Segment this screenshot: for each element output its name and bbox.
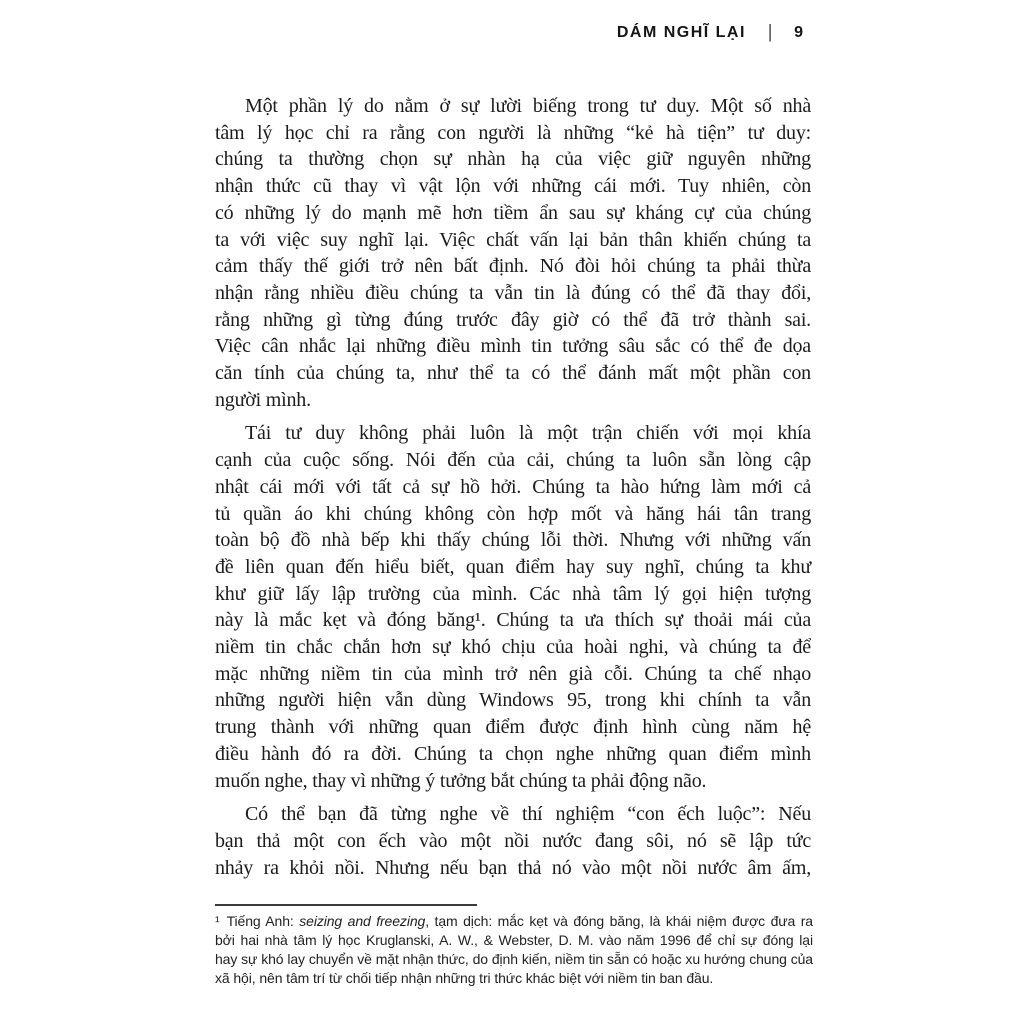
text-line: nhận thức cũ thay vì vật lộn với những cái mới. Tuy nhiên, còn: [215, 175, 811, 198]
text-line: chúng ta thường chọn sự nhàn hạ của việc giữ nguyên những: [215, 148, 811, 171]
text-line: nhảy ra khỏi nồi. Nhưng nếu bạn thả nó vào một nồi nước âm ấm,: [215, 856, 811, 879]
footnote-line: xã hội, nên tâm trí từ chối tiếp nhận những tri thức khác biệt với niềm tin ban đầu.: [215, 970, 714, 986]
footnote-text: Tiếng Anh:: [226, 913, 300, 929]
footnote: [215, 912, 813, 988]
text-line: Việc cân nhắc lại những điều mình tin tưởng sâu sắc có thể đe dọa: [215, 335, 811, 358]
text-line: tâm lý học chỉ ra rằng con người là những “kẻ hà tiện” tư duy:: [215, 121, 811, 144]
footnote-text: , tạm dịch: mắc kẹt và đóng băng, là khái niệm được đưa ra: [425, 913, 813, 929]
text-line: khư giữ lấy lập trường của mình. Các nhà tâm lý gọi hiện tượng: [215, 582, 811, 605]
text-line: đề liên quan đến hiểu biết, quan điểm hay suy nghĩ, chúng ta khư: [215, 555, 811, 578]
text-line: Một phần lý do nằm ở sự lười biếng trong tư duy. Một số nhà: [245, 95, 811, 117]
footnote-divider-rule: [215, 904, 477, 906]
paragraph-3: [215, 801, 811, 881]
text-line: điều hành đó ra đời. Chúng ta chọn nghe những quan điểm mình: [215, 742, 811, 765]
book-title: DÁM NGHĨ LẠI: [616, 24, 746, 41]
text-line: nhật cái mới với tất cả sự hồ hởi. Chúng ta hào hứng làm mới cả: [215, 475, 811, 498]
text-line: muốn nghe, thay vì những ý tưởng bắt chúng ta phải động não.: [215, 769, 707, 792]
text-line: nhận rằng nhiều điều chúng ta vẫn tin là đúng có thể đã thay đổi,: [215, 281, 811, 304]
text-line: căn tính của chúng ta, như thể ta có thể đánh mất một phần con: [215, 362, 811, 385]
footnote-line: bởi hai nhà tâm lý học Kruglanski, A. W., & Webster, D. M. vào năm 1996 để chỉ sự đóng lại: [215, 932, 813, 948]
paragraph-2: [215, 420, 811, 794]
page-number: 9: [794, 24, 803, 41]
header-separator: |: [767, 22, 773, 43]
text-line: bạn thả một con ếch vào một nồi nước đang sôi, nó sẽ lập tức: [215, 829, 811, 852]
body-text: [215, 93, 811, 881]
text-line: toàn bộ đồ nhà bếp khi thấy chúng lỗi thời. Nhưng với những vấn: [215, 529, 811, 552]
text-line: niềm tin chắc chắn hơn sự khó chịu của hoài nghi, và chúng ta để: [215, 636, 811, 659]
text-line: cảm thấy thế giới trở nên bất định. Nó đòi hỏi chúng ta phải thừa: [215, 255, 811, 278]
text-line: tủ quần áo khi chúng không còn hợp mốt và hăng hái tân trang: [215, 502, 811, 525]
text-line: mặc những niềm tin của mình trở nên già cỗi. Chúng ta chế nhạo: [215, 662, 811, 685]
footnote-line: hay sự khó lay chuyển về mặt nhận thức, do định kiến, niềm tin sẵn có hoặc xu hướng chung của: [215, 951, 813, 967]
text-line: cạnh của cuộc sống. Nói đến của cải, chúng ta luôn sẵn lòng cập: [215, 449, 811, 472]
text-line: có những lý do mạnh mẽ hơn tiềm ẩn sau sự kháng cự của chúng: [215, 201, 811, 224]
footnote-marker: ¹: [215, 913, 220, 929]
paragraph-1: [215, 93, 811, 413]
footnote-line: [215, 912, 813, 931]
text-line: ta với việc suy nghĩ lại. Việc chất vấn lại bản thân khiến chúng ta: [215, 228, 811, 251]
running-header: [215, 24, 803, 42]
text-line: người mình.: [215, 388, 311, 411]
text-line: này là mắc kẹt và đóng băng¹. Chúng ta ưa thích sự thoải mái của: [215, 609, 811, 632]
text-line: Tái tư duy không phải luôn là một trận chiến với mọi khía: [245, 422, 811, 445]
text-line: trung thành với những quan điểm được định hình cùng năm hệ: [215, 716, 811, 739]
text-line: rằng những gì từng đúng trước đây giờ có thể đã trở thành sai.: [215, 308, 811, 331]
text-line: Có thể bạn đã từng nghe về thí nghiệm “con ếch luộc”: Nếu: [245, 803, 811, 826]
footnote-term-italic: seizing and freezing: [299, 913, 426, 929]
text-line: những người hiện vẫn dùng Windows 95, trong khi chính ta vẫn: [215, 689, 811, 712]
